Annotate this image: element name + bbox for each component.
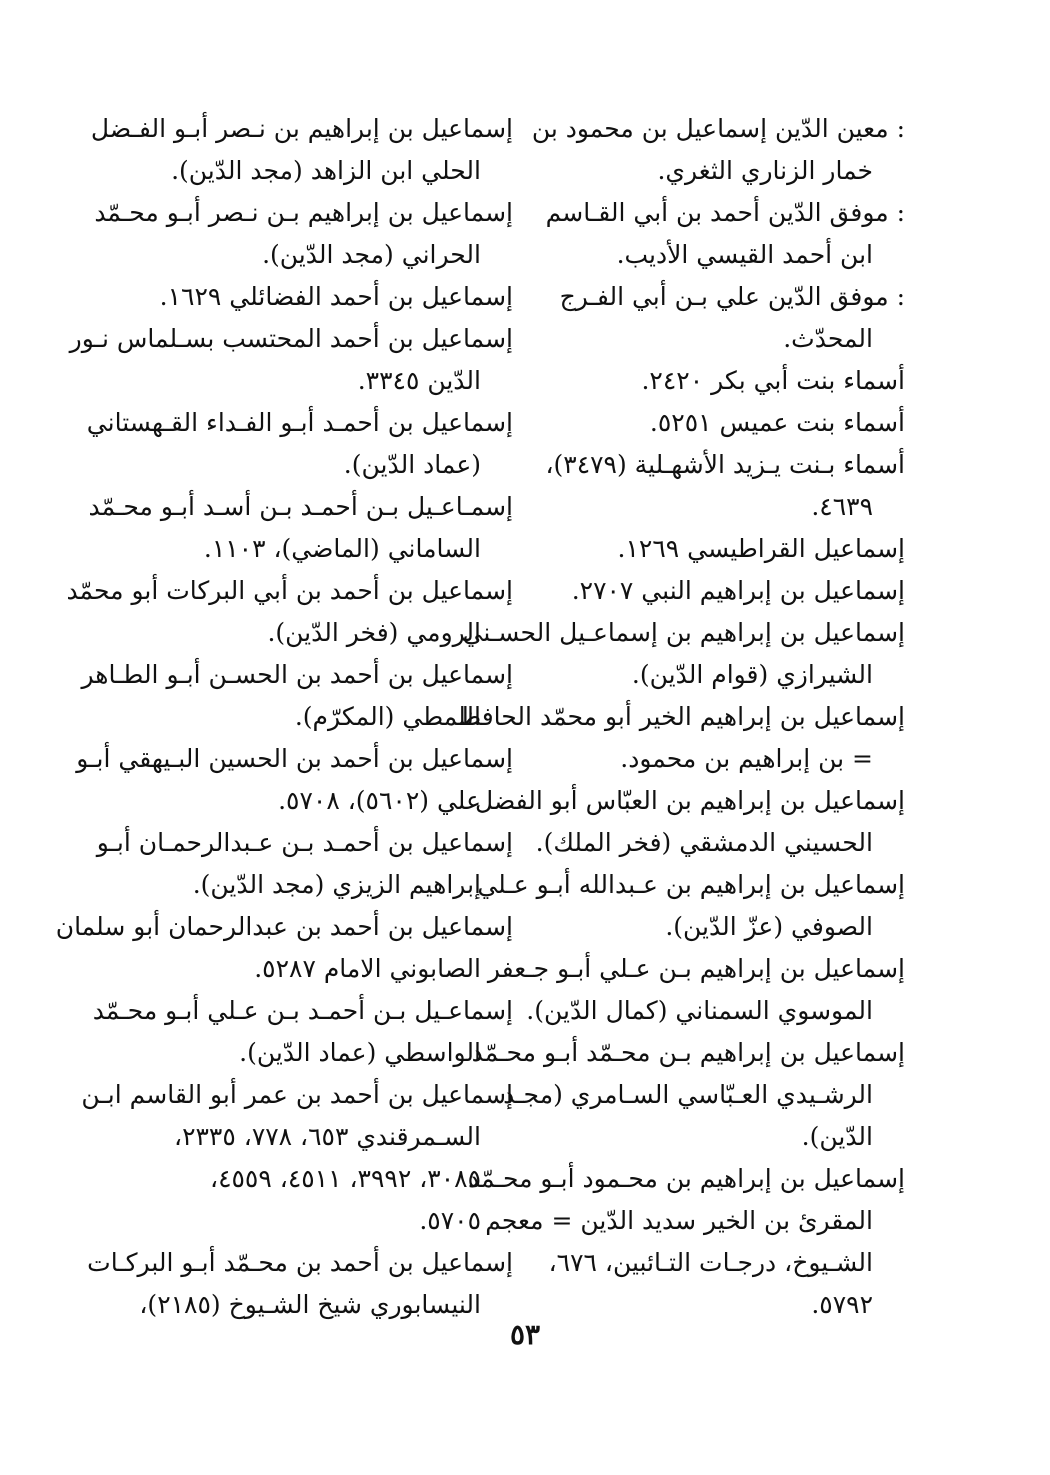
- entry-line: إسماعيل بن أحمـد بـن عـبدالرحمـان أبـو: [96, 828, 513, 857]
- entry-line: إسماعيل بن إبراهيم بن إسماعـيل الحسـني: [462, 618, 905, 647]
- entry-continuation: الصوفي (عزّ الدّين).: [665, 912, 873, 941]
- entry-line: : موفق الدّين أحمد بن أبي القـاسم: [545, 198, 905, 227]
- index-entry: [69, 318, 513, 402]
- entry-continuation: علي (٥٦٠٢)، ٥٧٠٨.: [278, 786, 481, 815]
- entry-line: إسماعيل بن إبراهيم بن العبّاس أبو الفضل: [475, 786, 905, 815]
- entry-line: إسماعيل بن أحمد الفضائلي ١٦٢٩.: [159, 282, 513, 311]
- index-entry: [458, 696, 905, 780]
- entry-line: إسماعيل بن إبراهيم بـن محـمّد أبـو محـمّد: [471, 1038, 905, 1067]
- entry-continuation: الصابوني الامام ٥٢٨٧.: [254, 954, 481, 983]
- right-column: [458, 108, 905, 1326]
- entry-continuation: الرومي (فخر الدّين).: [267, 618, 481, 647]
- entry-line: إسماعيل بن إبراهيم الخير أبو محمّد الحافظ: [458, 702, 905, 731]
- index-entry: [86, 402, 513, 486]
- index-entry: [475, 780, 905, 864]
- entry-line: : معين الدّين إسماعيل بن محمود بن: [531, 114, 905, 143]
- entry-line: إسمـاعـيل بـن أحمـد بـن أسـد أبـو محـمّد: [88, 492, 513, 521]
- index-entry: [477, 864, 905, 948]
- entry-continuation: الساماني (الماضي)، ١١٠٣.: [203, 534, 481, 563]
- entry-line: : موفق الدّين علي بـن أبي الفـرج: [559, 282, 905, 311]
- entry-line: إسماعيل بن أحمـد أبـو الفـداء القـهستاني: [86, 408, 513, 437]
- entry-continuation: اللمطي (المكرّم).: [294, 702, 481, 731]
- entry-line: أسماء بـنت يـزيد الأشهـلية (٣٤٧٩)،: [545, 450, 905, 479]
- entry-line: إسماعيل بن أحمد بن عمر أبو القاسم ابـن: [81, 1080, 513, 1109]
- index-entry: [90, 108, 513, 192]
- left-column: [55, 108, 513, 1326]
- index-entry: [87, 1242, 513, 1326]
- page-number: ٥٣: [509, 1318, 541, 1351]
- entry-line: إسماعيل بن إبراهيم بـن نـصر أبـو محـمّد: [94, 198, 513, 227]
- entry-continuation: النيسابوري شيخ الشـيوخ (٢١٨٥)،: [139, 1290, 481, 1319]
- entry-line: إسماعيل بن أحمد بن الحسين البـيهقي أبـو: [76, 744, 513, 773]
- index-entry: [76, 738, 513, 822]
- index-entry: [545, 192, 905, 276]
- entry-continuation: خمار الزناري الثغري.: [657, 156, 873, 185]
- entry-line: إسماعيل بن إبراهيم بـن عـلي أبـو جـعفر: [487, 954, 905, 983]
- entry-continuation: ٤٦٣٩.: [811, 492, 873, 521]
- index-entry: [128, 276, 513, 318]
- index-entry: [545, 276, 905, 360]
- entry-continuation: الرشـيدي العـبّاسي السـامري (مجـد: [503, 1080, 873, 1109]
- entry-line: إسماعيل بن إبراهيم بن عـبدالله أبـو عـلي: [477, 870, 905, 899]
- index-entry: [66, 570, 513, 654]
- entry-continuation: الحسيني الدمشقي (فخر الملك).: [535, 828, 873, 857]
- index-entry: [88, 486, 513, 570]
- entry-continuation: الشـيوخ، درجـات التـائبين، ٦٧٦،: [548, 1248, 873, 1277]
- index-entry: [462, 612, 905, 696]
- entry-line: إسماعيل القراطيسي ١٢٦٩.: [617, 534, 905, 563]
- index-entry: [81, 654, 513, 738]
- entry-continuation: الحلي ابن الزاهد (مجد الدّين).: [171, 156, 481, 185]
- entry-continuation: ٥٧٠٥.: [419, 1206, 481, 1235]
- index-entry: [545, 570, 905, 612]
- index-entry: [545, 360, 905, 402]
- index-entry: [96, 822, 513, 906]
- entry-continuation: الحراني (مجد الدّين).: [262, 240, 481, 269]
- entry-continuation: الدّين).: [801, 1122, 873, 1151]
- entry-continuation: = بن إبراهيم بن محمود.: [620, 744, 873, 773]
- entry-line: إسماعيل بن أحمد بن أبي البركات أبو محمّد: [66, 576, 513, 605]
- entry-line: أسماء بنت عميس ٥٢٥١.: [649, 408, 905, 437]
- index-entry: [471, 1032, 905, 1158]
- index-entry: [94, 192, 513, 276]
- index-entry: [545, 444, 905, 528]
- index-entry: [487, 948, 905, 1032]
- entry-line: إسماعـيل بـن أحمـد بـن عـلي أبـو محـمّد: [92, 996, 513, 1025]
- entry-line: أسماء بنت أبي بكر ٢٤٢٠.: [641, 366, 905, 395]
- entry-line: إسماعيل بن أحمد بن محـمّد أبـو البركـات: [87, 1248, 513, 1277]
- entry-continuation: الدّين ٣٣٤٥.: [357, 366, 481, 395]
- index-entry: [81, 1074, 513, 1242]
- entry-line: إسماعيل بن إبراهيم النبي ٢٧٠٧.: [571, 576, 905, 605]
- entry-continuation: ٥٧٩٢.: [811, 1290, 873, 1319]
- index-entry: [545, 528, 905, 570]
- index-entry: [92, 990, 513, 1074]
- entry-continuation: ابن أحمد القيسي الأديب.: [616, 240, 873, 269]
- entry-line: إسماعيل بن إبراهيم بن نـصر أبـو الفـضل: [90, 114, 513, 143]
- entry-continuation: المحدّث.: [783, 324, 873, 353]
- entry-continuation: الواسطي (عماد الدّين).: [239, 1038, 481, 1067]
- entry-continuation: الموسوي السمناني (كمال الدّين).: [526, 996, 873, 1025]
- index-entry: [468, 1158, 905, 1326]
- entry-continuation: ٣٠٨٥، ٣٩٩٢، ٤٥١١، ٤٥٥٩،: [210, 1164, 481, 1193]
- entry-continuation: السـمرقندي ٦٥٣، ٧٧٨، ٢٣٣٥،: [174, 1122, 481, 1151]
- index-entry: [55, 906, 513, 990]
- index-entry: [531, 108, 905, 192]
- entry-line: إسماعيل بن أحمد بن الحسـن أبـو الطـاهر: [81, 660, 513, 689]
- entry-continuation: المقرئ بن الخير سديد الدّين = معجم: [485, 1206, 873, 1235]
- entry-line: إسماعيل بن أحمد المحتسب بسـلماس نـور: [69, 324, 513, 353]
- entry-line: إسماعيل بن أحمد بن عبدالرحمان أبو سلمان: [55, 912, 513, 941]
- entry-line: إسماعيل بن إبراهيم بن محـمود أبـو محـمّد: [468, 1164, 905, 1193]
- index-entry: [545, 402, 905, 444]
- entry-continuation: (عماد الدّين).: [343, 450, 481, 479]
- entry-continuation: الشيرازي (قوام الدّين).: [631, 660, 873, 689]
- entry-continuation: إبراهيم الزيزي (مجد الدّين).: [192, 870, 481, 899]
